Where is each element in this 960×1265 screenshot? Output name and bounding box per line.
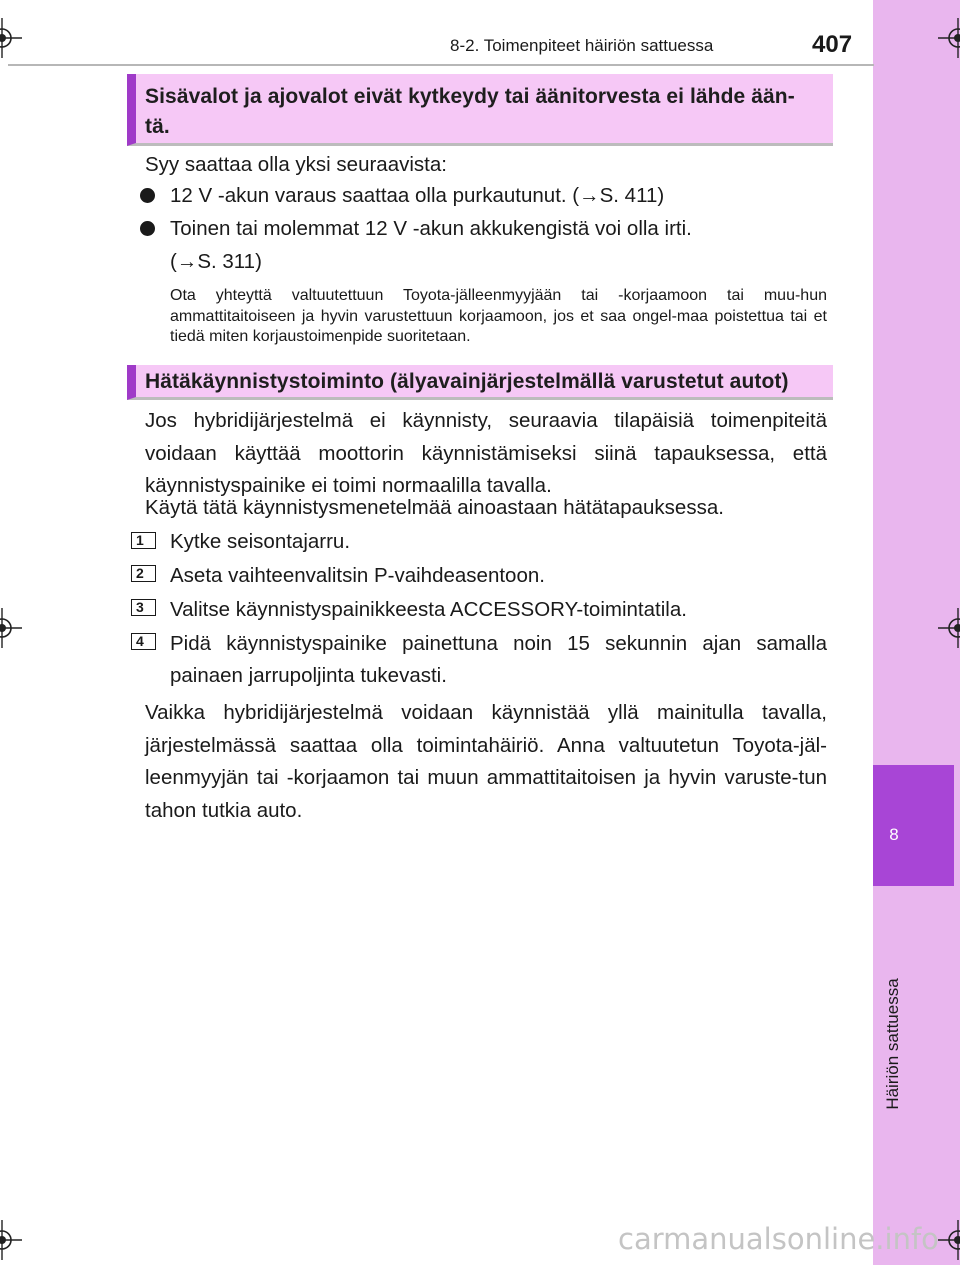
step-1-text: Kytke seisontajarru.: [170, 530, 351, 553]
step-2-text: Aseta vaihteenvalitsin P-vaihdeasentoon.: [170, 564, 545, 587]
registration-mark-icon: [0, 1220, 22, 1260]
watermark: carmanualsonline.info: [618, 1222, 939, 1256]
registration-mark-icon: [938, 1220, 960, 1260]
step-number-badge: 2: [131, 565, 156, 582]
bullet-item-2: Toinen tai molemmat 12 V -akun akkukengistä voi olla irti.: [170, 217, 692, 240]
section-title-line2: tä.: [145, 115, 170, 138]
bullet-item-1: 12 V -akun varaus saattaa olla purkautunut. (→S. 411): [170, 184, 665, 207]
registration-mark-icon: [0, 608, 22, 648]
step-4-text-cont: painaen jarrupoljinta tukevasti.: [170, 664, 447, 687]
header-divider: [8, 64, 874, 66]
cause-intro: Syy saattaa olla yksi seuraavista:: [145, 153, 447, 176]
registration-mark-icon: [938, 608, 960, 648]
emergency-only-note: Käytä tätä käynnistysmenetelmää ainoastaan hätätapauksessa.: [145, 496, 724, 519]
header-section-title: 8-2. Toimenpiteet häiriön sattuessa: [450, 36, 714, 55]
emergency-intro: Jos hybridijärjestelmä ei käynnisty, seuraavia tilapäisiä toimenpiteitä voidaan käyttää moottorin käynnistämiseksi siinä tapauksessa, että käynnistyspainike ei toimi normaalilla tavalla.: [145, 409, 827, 497]
step-number-badge: 1: [131, 532, 156, 549]
registration-mark-icon: [938, 18, 960, 58]
step-3-text: Valitse käynnistyspainikkeesta ACCESSORY-toimintatila.: [170, 598, 687, 621]
section-title-line1: Sisävalot ja ajovalot eivät kytkeydy tai äänitorvesta ei lähde ään-: [145, 85, 795, 108]
step-number-badge: 3: [131, 599, 156, 616]
bullet-item-2-ref: (→S. 311): [170, 250, 262, 273]
section-title: Hätäkäynnistystoiminto (älyavainjärjestelmällä varustetut autot): [145, 370, 789, 393]
registration-mark-icon: [0, 18, 22, 58]
page-number: 407: [812, 31, 853, 58]
step-number-badge: 4: [131, 633, 156, 650]
section-title-box: [127, 74, 833, 146]
bullet-dot: [140, 221, 155, 236]
step-4-text: Pidä käynnistyspainike painettuna noin 15 sekunnin ajan samalla: [170, 632, 827, 655]
section-title-box: [127, 365, 833, 400]
bullet-dot: [140, 188, 155, 203]
contact-note: Ota yhteyttä valtuutettuun Toyota-jälleenmyyjään tai -korjaamoon tai muu-hun ammattitaitoiseen ja hyvin varustettuun korjaamoon, jos et saa ongel-maa poistettua tai et tiedä miten korjaustoimenpide suoritetaan.: [170, 287, 827, 345]
chapter-number: 8: [889, 825, 899, 844]
closing-paragraph: Vaikka hybridijärjestelmä voidaan käynnistää yllä mainitulla tavalla, järjestelmässä saattaa olla toimintahäiriö. Anna valtuutetun Toyota-jäl-leenmyyjän tai -korjaamon tai muun ammattitaitoisen ja hyvin varuste-tun tahon tutkia auto.: [145, 701, 827, 822]
